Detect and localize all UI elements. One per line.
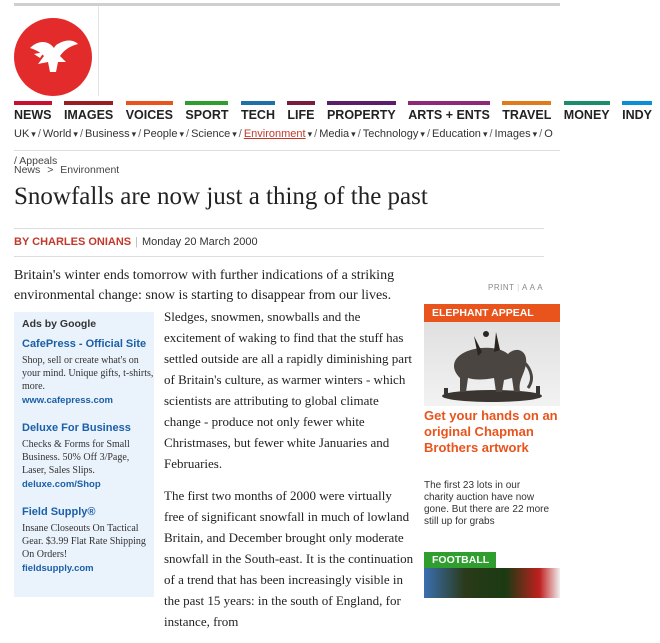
nav-item-label: PROPERTY bbox=[326, 108, 396, 122]
elephant-sculpture-image[interactable] bbox=[424, 322, 560, 406]
subnav-item[interactable]: Science bbox=[191, 128, 231, 140]
nav-item-money[interactable] bbox=[564, 104, 610, 122]
nav-item-life[interactable] bbox=[287, 104, 314, 122]
subnav-separator: / bbox=[238, 128, 242, 140]
nav-color-bar bbox=[185, 101, 228, 105]
subnav-separator: / bbox=[426, 128, 430, 140]
nav-item-label: LIFE bbox=[287, 108, 315, 122]
ad-body: Checks & Forms for Small Business. 50% Off 3/Page, Laser, Sales Slips. bbox=[22, 439, 130, 476]
chevron-down-icon[interactable]: ▾ bbox=[482, 129, 488, 139]
masthead bbox=[0, 6, 99, 96]
nav-color-bar bbox=[564, 101, 610, 105]
subnav-separator: / bbox=[186, 128, 190, 140]
nav-color-bar bbox=[408, 101, 490, 105]
subnav-item[interactable]: O bbox=[544, 128, 553, 140]
ad-item[interactable] bbox=[22, 506, 154, 574]
print-tools bbox=[488, 283, 543, 292]
article-body bbox=[164, 306, 414, 643]
nav-item-tech[interactable] bbox=[241, 104, 275, 122]
subnav-separator: / bbox=[489, 128, 493, 140]
football-badge: FOOTBALL bbox=[424, 552, 496, 568]
nav-item-label: ARTS + ENTS bbox=[408, 108, 490, 122]
subnav-separator: / bbox=[539, 128, 543, 140]
promo-body: The first 23 lots in our charity auction have now gone. But there are 22 more still up for grabs bbox=[424, 480, 550, 527]
chevron-down-icon[interactable]: ▾ bbox=[31, 129, 36, 139]
chevron-down-icon[interactable]: ▾ bbox=[179, 129, 185, 139]
divider bbox=[14, 150, 560, 151]
breadcrumb bbox=[14, 157, 119, 175]
subnav-item[interactable]: People bbox=[143, 128, 178, 140]
subnav-item[interactable]: Technology bbox=[362, 128, 419, 140]
nav-color-bar bbox=[64, 101, 113, 105]
chevron-down-icon[interactable]: ▾ bbox=[307, 129, 313, 139]
subnav-item[interactable]: Business bbox=[85, 128, 130, 140]
article-paragraph: Sledges, snowmen, snowballs and the excitement of waking to find that the stuff has settled outside are all a rapidly diminishing part of Britain's culture, as warmer winters - which scientists are attributing to global climate change - produce not only fewer white Christmases, but fewer white Januaries and Februaries. bbox=[164, 309, 413, 471]
tools-divider: | bbox=[517, 283, 520, 292]
ad-body: Insane Closeouts On Tactical Gear. $3.99 Flat Rate Shipping On Orders! bbox=[22, 523, 146, 560]
chevron-down-icon[interactable]: ▾ bbox=[351, 129, 356, 139]
chevron-down-icon[interactable]: ▾ bbox=[532, 129, 538, 139]
promo-box[interactable] bbox=[424, 304, 560, 542]
chevron-down-icon[interactable]: ▾ bbox=[131, 129, 137, 139]
byline-divider: | bbox=[135, 236, 139, 248]
promo-badge: ELEPHANT APPEAL bbox=[424, 304, 560, 322]
promo-headline[interactable]: Get your hands on an original Chapman Brothers artwork bbox=[424, 408, 558, 455]
subnav-item[interactable]: Images bbox=[494, 128, 531, 140]
breadcrumb-environment[interactable]: Environment bbox=[60, 164, 120, 176]
nav-item-property[interactable] bbox=[327, 104, 396, 122]
chevron-down-icon[interactable]: ▾ bbox=[232, 129, 237, 139]
ad-url[interactable]: www.cafepress.com bbox=[22, 395, 113, 406]
nav-color-bar bbox=[241, 101, 275, 105]
nav-item-sport[interactable] bbox=[185, 104, 228, 122]
article-intro: Britain's winter ends tomorrow with further indications of a striking environmental change: snow is starting to disappear from our lives. bbox=[14, 268, 395, 303]
eagle-logo[interactable] bbox=[14, 18, 92, 96]
nav-item-label: TRAVEL bbox=[502, 108, 552, 122]
nav-color-bar bbox=[502, 101, 551, 105]
subnav-separator: / bbox=[357, 128, 361, 140]
nav-color-bar bbox=[14, 101, 52, 105]
subnav-item[interactable]: UK bbox=[14, 128, 30, 140]
nav-item-indy[interactable] bbox=[622, 104, 652, 122]
nav-item-voices[interactable] bbox=[126, 104, 173, 122]
subnav-separator: / bbox=[138, 128, 142, 140]
nav-item-label: TECH bbox=[240, 108, 275, 122]
author-link[interactable]: BY CHARLES ONIANS bbox=[14, 236, 132, 248]
publish-date: Monday 20 March 2000 bbox=[142, 236, 258, 248]
nav-item-label: INDY bbox=[622, 108, 652, 122]
nav-item-news[interactable] bbox=[14, 104, 52, 122]
breadcrumb-news[interactable]: News bbox=[14, 164, 41, 176]
divider bbox=[14, 256, 544, 257]
ad-url[interactable]: fieldsupply.com bbox=[22, 563, 94, 574]
ad-body: Shop, sell or create what's on your mind. Unique gifts, t-shirts, more. bbox=[22, 355, 154, 392]
breadcrumb-separator: > bbox=[47, 164, 54, 176]
subnav-item[interactable]: Environment bbox=[243, 128, 306, 140]
nav-color-bar bbox=[126, 101, 173, 105]
subnav-item[interactable]: Education bbox=[432, 128, 481, 140]
nav-item-arts-ents[interactable] bbox=[408, 104, 490, 122]
nav-color-bar bbox=[327, 101, 396, 105]
nav-item-label: SPORT bbox=[185, 108, 229, 122]
byline bbox=[14, 236, 258, 248]
section-subnav bbox=[14, 128, 555, 140]
subnav-separator: / bbox=[79, 128, 83, 140]
ad-headline[interactable]: Field Supply® bbox=[22, 506, 96, 518]
print-button[interactable]: PRINT bbox=[488, 283, 515, 292]
main-nav bbox=[14, 104, 660, 124]
football-image[interactable] bbox=[424, 568, 560, 598]
page-title: Snowfalls are now just a thing of the past bbox=[14, 183, 428, 210]
chevron-down-icon[interactable]: ▾ bbox=[73, 129, 78, 139]
font-size-buttons[interactable]: A A A bbox=[521, 283, 544, 292]
subnav-item[interactable]: Media bbox=[319, 128, 350, 140]
nav-item-label: VOICES bbox=[125, 108, 173, 122]
nav-color-bar bbox=[622, 101, 652, 105]
ad-item[interactable] bbox=[22, 338, 154, 406]
ad-item[interactable] bbox=[22, 422, 154, 490]
nav-item-label: IMAGES bbox=[63, 108, 114, 122]
nav-color-bar bbox=[287, 101, 314, 105]
subnav-separator: / bbox=[314, 128, 318, 140]
breadcrumb-trail bbox=[14, 166, 119, 175]
eagle-icon bbox=[14, 18, 92, 96]
nav-item-label: NEWS bbox=[14, 108, 52, 122]
elephant-icon bbox=[424, 322, 560, 406]
nav-item-travel[interactable] bbox=[502, 104, 551, 122]
ad-url[interactable]: deluxe.com/Shop bbox=[22, 479, 101, 490]
subnav-separator: / bbox=[37, 128, 41, 140]
ad-headline[interactable]: Deluxe For Business bbox=[22, 422, 131, 434]
divider bbox=[14, 228, 544, 229]
article-paragraph: The first two months of 2000 were virtually free of significant snowfall in much of lowland Britain, and December brought only moderate snowfall in the South-east. It is the continuation of a trend that has been increasingly visible in the past 15 years: in the south of England, for instance, from bbox=[164, 488, 414, 629]
subnav-item[interactable]: World bbox=[42, 128, 72, 140]
chevron-down-icon[interactable]: ▾ bbox=[420, 129, 425, 139]
football-box[interactable] bbox=[424, 552, 560, 598]
breadcrumb-appeals[interactable]: / Appeals bbox=[14, 155, 58, 167]
nav-item-label: MONEY bbox=[563, 108, 610, 122]
nav-item-images[interactable] bbox=[64, 104, 113, 122]
ads-panel bbox=[14, 312, 154, 597]
ad-headline[interactable]: CafePress - Official Site bbox=[22, 338, 147, 350]
ads-title: Ads by Google bbox=[22, 318, 97, 330]
